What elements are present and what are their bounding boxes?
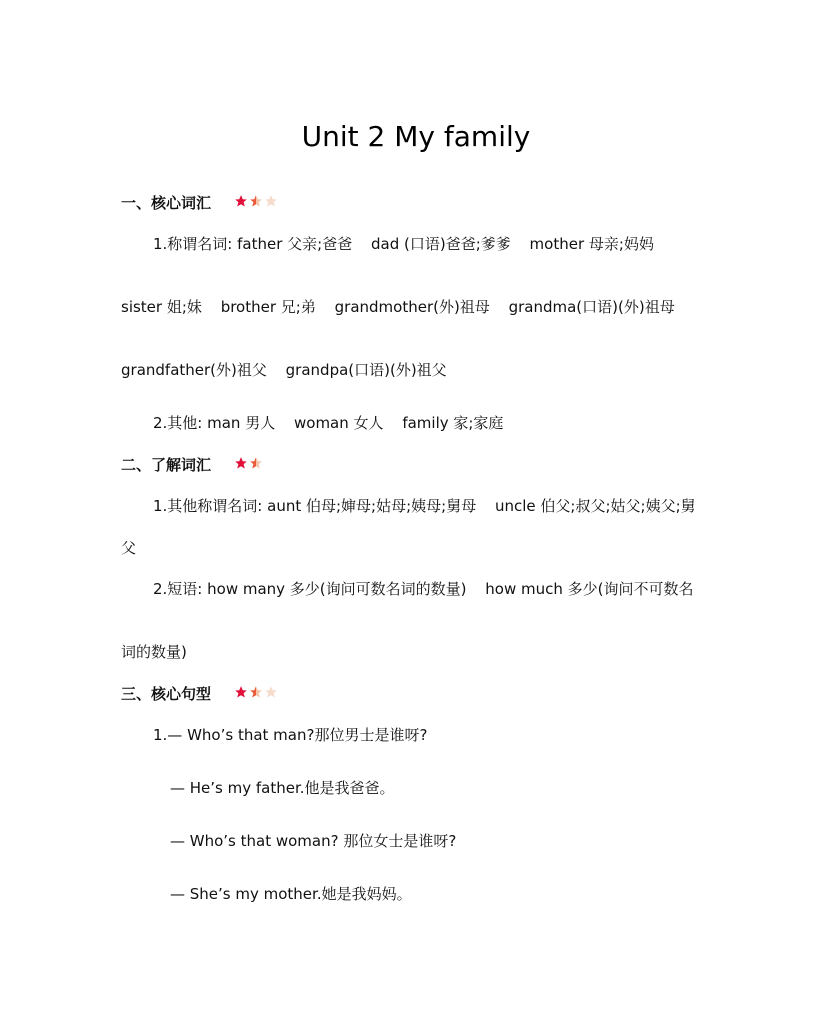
extra-vocab-line-1: 1.其他称谓名词: aunt 伯母;婶母;姑母;姨母;舅母 uncle 伯父;叔父;姑父;姨父;舅 (153, 497, 696, 515)
vocab-line-other: 2.其他: man 男人 woman 女人 family 家;家庭 (153, 414, 504, 432)
sentence-line: — He’s my father.他是我爸爸。 (170, 779, 395, 797)
star-half-icon (249, 194, 263, 208)
star-full-icon (234, 685, 248, 699)
vocab-line-2: sister 姐;妹 brother 兄;弟 grandmother(外)祖母 grandma(口语)(外)祖母 (121, 298, 675, 316)
star-half-icon (249, 456, 263, 470)
extra-vocab-line-2: 父 (121, 539, 137, 557)
sentence-line: — She’s my mother.她是我妈妈。 (170, 885, 412, 903)
sentence-line: — Who’s that woman? 那位女士是谁呀? (170, 832, 457, 850)
star-rating-icon (234, 194, 278, 208)
section-heading-core-sentences: 三、核心句型 (121, 685, 212, 703)
vocab-line-3: grandfather(外)祖父 grandpa(口语)(外)祖父 (121, 361, 447, 379)
phrase-line-1: 2.短语: how many 多少(询问可数名词的数量) how much 多少(询问不可数名 (153, 580, 694, 598)
star-rating-icon (234, 685, 278, 699)
star-half-icon (249, 685, 263, 699)
star-empty-icon (264, 685, 278, 699)
star-rating-icon (234, 456, 263, 470)
star-full-icon (234, 194, 248, 208)
section-heading-extra-vocabulary: 二、了解词汇 (121, 456, 212, 474)
vocab-line-1: 1.称谓名词: father 父亲;爸爸 dad (口语)爸爸;爹爹 mother 母亲;妈妈 (153, 235, 654, 253)
star-empty-icon (264, 194, 278, 208)
star-full-icon (234, 456, 248, 470)
phrase-line-2: 词的数量) (121, 643, 187, 661)
page-title: Unit 2 My family (301, 120, 531, 153)
section-heading-core-vocabulary: 一、核心词汇 (121, 194, 212, 212)
sentence-line: 1.— Who’s that man?那位男士是谁呀? (153, 726, 428, 744)
